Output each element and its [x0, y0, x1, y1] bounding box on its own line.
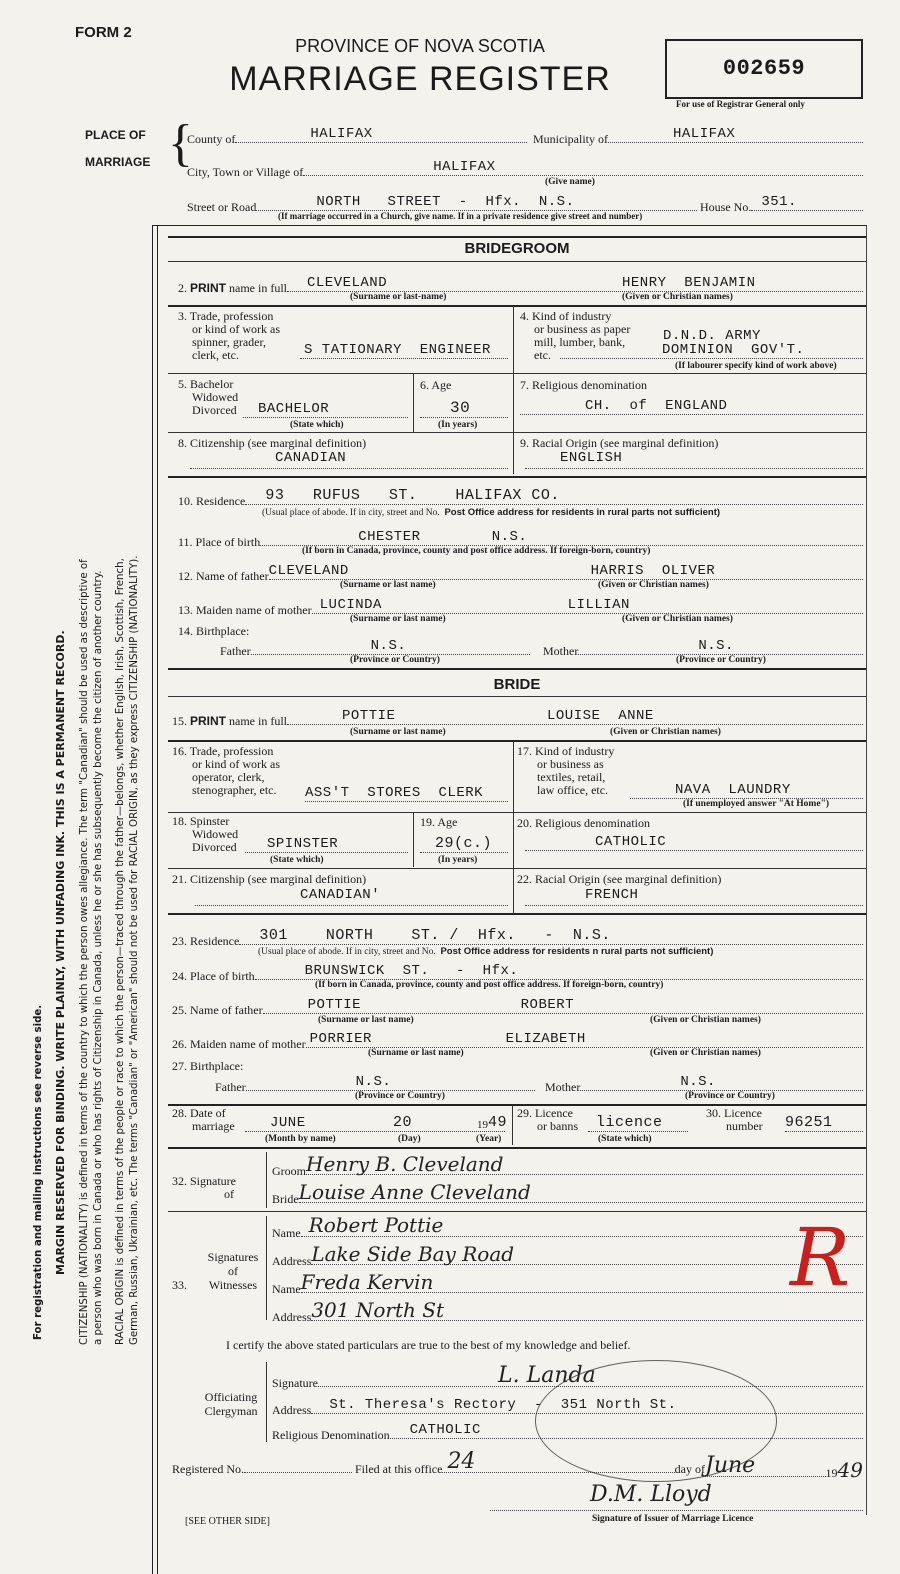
print-label: PRINT: [190, 714, 226, 728]
father-bp-label: Father: [220, 644, 251, 658]
trade-field[interactable]: [300, 342, 508, 359]
witnesses-label: [205, 1250, 261, 1292]
name-label: name in full: [229, 714, 287, 728]
residence-label: 10. Residence: [178, 494, 246, 508]
mother-field[interactable]: [312, 599, 863, 614]
clergy-denomination: CATHOLIC: [409, 1422, 481, 1438]
bride-mother-given: ELIZABETH: [505, 1031, 586, 1047]
label-line: or business as: [537, 757, 604, 771]
frame-top-line: [152, 225, 866, 226]
city-value: HALIFAX: [433, 159, 496, 175]
house-label: House No.: [700, 200, 752, 214]
field-number: 15.: [172, 714, 187, 728]
licence-type-label: [517, 1107, 578, 1133]
label-line: Witnesses: [208, 1278, 258, 1292]
mother-label: 26. Maiden name of mother: [172, 1037, 306, 1051]
province-note: (Province or Country): [685, 1091, 775, 1101]
divider: [168, 373, 866, 374]
industry-note: (If labourer specify kind of work above): [675, 361, 837, 371]
licence-number: 96251: [785, 1114, 833, 1131]
bracket: [266, 1152, 267, 1208]
age-field[interactable]: [420, 399, 508, 418]
filed-month: June: [705, 1453, 756, 1478]
bride-age: 29(c.): [435, 835, 493, 852]
street-value: NORTH STREET - Hfx. N.S.: [316, 194, 575, 210]
witness1-name: Robert Pottie: [308, 1213, 444, 1237]
mother-field[interactable]: [306, 1033, 863, 1048]
margin-line: German, Russian, Ukrainian, etc. The terms "Canadian" or "American" should not be used for RACIAL ORIGIN, as they express CITIZENSHIP (NATIONALITY).: [129, 555, 140, 1345]
birthplace-note: (If born in Canada, province, county and post office address. If foreign-born, country): [315, 980, 664, 990]
given-note: (Given or Christian names): [650, 1015, 761, 1025]
county-label: County of: [187, 132, 236, 146]
label-line: Widowed: [192, 390, 239, 404]
municipality-value: HALIFAX: [673, 126, 736, 142]
licence-type-field[interactable]: [588, 1114, 688, 1132]
witness-name-label: Name: [272, 1226, 301, 1240]
bride-mother-bp: N.S.: [680, 1074, 716, 1090]
bride-father-surname: POTTIE: [307, 997, 362, 1013]
divider: [168, 668, 866, 670]
handwritten-flourish: [535, 1360, 777, 1482]
divider: [168, 432, 866, 433]
groom-mother-bp: N.S.: [698, 638, 734, 654]
column-divider: [413, 374, 414, 432]
margin-line: MARGIN RESERVED FOR BINDING. WRITE PLAINLY, WITH UNFADING INK. THIS IS A PERMANENT RECORD.: [54, 630, 67, 1275]
divider: [168, 913, 866, 915]
clergy-sig-label: Signature: [272, 1376, 318, 1390]
given-note: (Given or Christian names): [598, 580, 709, 590]
province-note: (Province or Country): [676, 655, 766, 665]
clergy-address-label: Address: [272, 1403, 312, 1417]
field-number: 33.: [172, 1278, 187, 1292]
month-note: (Month by name): [265, 1134, 336, 1144]
religion-label: 7. Religious denomination: [520, 378, 647, 392]
filed-year: 49: [837, 1458, 863, 1482]
divider: [168, 236, 866, 238]
witness-name-label: Name: [272, 1282, 301, 1296]
label-line: or kind of work as: [192, 322, 280, 336]
birthplace-label: 11. Place of birth: [178, 535, 261, 549]
father-label: 25. Name of father: [172, 1003, 263, 1017]
place-of-label: PLACE OF: [85, 128, 146, 142]
margin-line: a person who was born in Canada or who has rights of Citizenship in Canada, unless he or she has subsequently become the citizen of another country.: [93, 570, 104, 1345]
day-of-label: day of: [674, 1462, 705, 1476]
status-label: [178, 378, 238, 417]
clergy-address: St. Theresa's Rectory - 351 North St.: [329, 1397, 677, 1413]
licence-note: (State which): [598, 1134, 652, 1144]
marriage-year: 49: [488, 1114, 508, 1131]
groom-age: 30: [450, 399, 471, 417]
label-line: law office, etc.: [537, 783, 609, 797]
birthplace-field[interactable]: [255, 965, 863, 980]
label-line: 16. Trade, profession: [172, 744, 274, 758]
residence-field[interactable]: [245, 487, 863, 505]
bride-status: SPINSTER: [267, 836, 339, 852]
label-line: (Usual place of abode. If in city, street and No.: [262, 508, 440, 518]
surname-note: (Surname or last name): [350, 727, 446, 737]
groom-given: HENRY BENJAMIN: [621, 275, 756, 291]
divider: [168, 261, 866, 262]
registered-label: Registered No.: [172, 1462, 244, 1476]
bride-sig-label: Bride: [272, 1192, 299, 1206]
municipality-label: Municipality of: [533, 132, 608, 146]
bride-mother-surname: PORRIER: [309, 1031, 372, 1047]
street-label: Street or Road: [187, 200, 257, 214]
city-label: City, Town or Village of: [187, 165, 304, 179]
bride-racial: FRENCH: [585, 887, 639, 903]
industry-field[interactable]: [560, 342, 863, 359]
industry-label: [517, 745, 614, 797]
house-value: 351.: [761, 194, 797, 210]
bride-father-given: ROBERT: [520, 997, 575, 1013]
groom-sig-label: Groom: [272, 1164, 306, 1178]
label-line: spinner, grader,: [192, 335, 267, 349]
label-line: Divorced: [192, 840, 237, 854]
street-field[interactable]: [256, 196, 697, 211]
red-correction-mark: R: [790, 1211, 851, 1304]
surname-note: (Surname or last-name): [350, 292, 447, 302]
margin-line: RACIAL ORIGIN is defined in terms of the people or race to which the person—traced through the father—belongs, whether English, Irish, Scottish, French,: [115, 558, 126, 1345]
certify-statement: I certify the above stated particulars are true to the best of my knowledge and belief.: [226, 1338, 631, 1352]
register-number: 002659: [722, 56, 806, 81]
label-line: Clergyman: [204, 1404, 258, 1418]
divider: [168, 305, 866, 307]
groom-name-field[interactable]: [287, 277, 863, 292]
year-prefix: 19: [477, 1119, 488, 1131]
bride-residence: 301 NORTH ST. / Hfx. - N.S.: [259, 927, 611, 944]
name-label: name in full: [229, 281, 287, 295]
bride-trade: ASS'T STORES CLERK: [305, 785, 484, 801]
issuer-signature-field[interactable]: [490, 1510, 863, 1511]
issuer-label: Signature of Issuer of Marriage Licence: [592, 1514, 754, 1524]
citizenship-label: 21. Citizenship (see marginal definition): [172, 872, 367, 886]
label-line: 4. Kind of industry: [520, 309, 612, 323]
divider: [168, 476, 866, 478]
signature-label: [172, 1175, 236, 1201]
groom-father-bp: N.S.: [370, 638, 407, 654]
surname-note: (Surname or last name): [350, 614, 446, 624]
groom-mother-surname: LUCINDA: [319, 597, 382, 613]
city-field[interactable]: [303, 161, 863, 176]
bracket: [266, 1362, 267, 1442]
status-note: (State which): [270, 855, 324, 865]
groom-birthplace: CHESTER N.S.: [358, 529, 528, 545]
groom-trade: S TATIONARY ENGINEER: [304, 342, 491, 358]
status-field[interactable]: [245, 838, 408, 853]
label-line: 28. Date of: [172, 1106, 226, 1120]
father-bp-field[interactable]: [251, 640, 530, 655]
surname-note: (Surname or last name): [340, 580, 436, 590]
religion-label: 20. Religious denomination: [517, 816, 650, 830]
groom-father-given: HARRIS OLIVER: [590, 563, 716, 579]
racial-field[interactable]: [525, 452, 863, 469]
age-field[interactable]: [420, 835, 508, 853]
mother-bp-label: Mother: [543, 644, 579, 658]
age-label: 19. Age: [420, 815, 458, 829]
witness2-name: Freda Kervin: [300, 1270, 434, 1294]
label-line: 32. Signature: [172, 1174, 236, 1188]
groom-signature: Henry B. Cleveland: [306, 1152, 504, 1176]
residence-note: [262, 507, 720, 518]
father-field[interactable]: [269, 565, 863, 580]
birthplace-parents-label: 14. Birthplace:: [178, 624, 250, 638]
column-divider: [512, 1105, 513, 1145]
religion-field[interactable]: [525, 836, 863, 851]
mother-bp-label: Mother: [545, 1080, 581, 1094]
year-note: (Year): [476, 1134, 502, 1144]
divider: [168, 1147, 866, 1149]
label-line: Post Office address for residents n rural parts not sufficient): [440, 946, 714, 957]
bride-name-field[interactable]: [287, 710, 863, 725]
column-divider: [513, 741, 514, 913]
birthplace-label: 24. Place of birth: [172, 969, 255, 983]
see-other-side: [SEE OTHER SIDE]: [185, 1516, 270, 1527]
label-line: Officiating: [204, 1390, 258, 1404]
groom-surname: CLEVELAND: [306, 275, 388, 291]
street-note: (If marriage occurred in a Church, give name. If in a private residence give street and number): [278, 211, 643, 221]
licence-number-label: [706, 1107, 763, 1133]
divider: [168, 696, 866, 697]
surname-note: (Surname or last name): [318, 1015, 414, 1025]
bride-citizenship: CANADIAN': [300, 887, 381, 903]
label-line: marriage: [192, 1119, 235, 1133]
groom-industry-1: D.N.D. ARMY: [663, 328, 761, 344]
label-line: etc.: [534, 348, 551, 362]
mother-label: 13. Maiden name of mother: [178, 603, 312, 617]
given-note: (Given or Christian names): [622, 614, 733, 624]
marriage-label: MARRIAGE: [85, 155, 151, 169]
bride-given: LOUISE ANNE: [546, 708, 654, 724]
binding-double-line: [152, 225, 158, 1574]
bracket: [266, 1216, 267, 1320]
bride-religion: CATHOLIC: [595, 834, 667, 850]
witness1-address: Lake Side Bay Road: [311, 1242, 515, 1266]
label-line: 18. Spinster: [172, 814, 230, 828]
label-line: 3. Trade, profession: [178, 309, 274, 323]
groom-mother-given: LILLIAN: [567, 597, 630, 613]
industry-field[interactable]: [630, 782, 863, 799]
trade-field[interactable]: [305, 785, 508, 802]
margin-instructions: [32, 280, 157, 1360]
label-line: Divorced: [192, 403, 237, 417]
province-note: (Province or Country): [355, 1091, 445, 1101]
birthplace-parents-label: 27. Birthplace:: [172, 1059, 244, 1073]
given-note: (Given or Christian names): [650, 1048, 761, 1058]
groom-father-surname: CLEVELAND: [268, 563, 349, 579]
groom-religion: CH. of ENGLAND: [585, 398, 728, 414]
label-line: operator, clerk,: [192, 770, 265, 784]
register-number-box: [665, 39, 863, 99]
given-note: (Given or Christian names): [622, 292, 733, 302]
page-title: MARRIAGE REGISTER: [229, 60, 611, 98]
age-note: (In years): [438, 420, 478, 430]
label-line: of: [228, 1264, 238, 1278]
licence-type: licence: [596, 1114, 663, 1131]
groom-citizenship: CANADIAN: [275, 450, 347, 466]
filed-day: 24: [447, 1449, 476, 1474]
witness1-address-field[interactable]: [311, 1242, 863, 1266]
father-label: 12. Name of father: [178, 569, 269, 583]
divider: [168, 868, 866, 869]
clergy-denom-label: Religious Denomination: [272, 1428, 390, 1442]
municipality-field[interactable]: [608, 128, 863, 143]
industry-note: (If unemployed answer "At Home"): [683, 799, 830, 809]
margin-line: CITIZENSHIP (NATIONALITY) is defined in terms of the country to which the person owes allegiance. The term "Canadian" should be used as descriptive of: [79, 559, 90, 1345]
birthplace-field[interactable]: [260, 531, 863, 546]
label-line: 30. Licence: [706, 1106, 762, 1120]
clergy-signature: L. Landa: [498, 1363, 596, 1388]
citizenship-label: 8. Citizenship (see marginal definition): [178, 436, 367, 450]
bride-signature: Louise Anne Cleveland: [298, 1180, 531, 1204]
status-field[interactable]: [243, 403, 408, 418]
label-line: 17. Kind of industry: [517, 744, 615, 758]
age-label: 6. Age: [420, 378, 452, 392]
marriage-month: JUNE: [270, 1115, 306, 1131]
label-line: Signatures: [207, 1250, 259, 1264]
date-label: [172, 1107, 235, 1133]
field-number: 2.: [178, 281, 187, 295]
religion-field[interactable]: [520, 400, 863, 415]
witness-address-label: Address: [272, 1254, 312, 1268]
trade-label: [172, 745, 280, 797]
groom-industry-2: DOMINION GOV'T.: [662, 342, 805, 358]
mother-bp-field[interactable]: [580, 1076, 863, 1091]
marriage-day: 20: [393, 1114, 413, 1131]
margin-line: For registration and mailing instructions see reverse side.: [33, 1004, 44, 1340]
year-prefix: 19: [825, 1466, 838, 1480]
label-line: or kind of work as: [192, 757, 280, 771]
province-note: (Province or Country): [350, 655, 440, 665]
residence-label: 23. Residence: [172, 934, 240, 948]
divider: [168, 812, 866, 813]
house-field[interactable]: [751, 196, 863, 211]
status-note: (State which): [290, 420, 344, 430]
bride-birthplace: BRUNSWICK ST. - Hfx.: [304, 963, 519, 979]
label-line: Post Office address for residents in rural parts not sufficient): [444, 507, 721, 518]
witness1-name-field[interactable]: [301, 1213, 863, 1237]
groom-racial: ENGLISH: [560, 450, 623, 466]
groom-residence: 93 RUFUS ST. HALIFAX CO.: [265, 487, 560, 504]
residence-note: [258, 946, 713, 957]
birthplace-note: (If born in Canada, province, county and post office address. If foreign-born, country): [302, 546, 651, 556]
day-note: (Day): [398, 1134, 421, 1144]
filed-label: Filed at this office: [355, 1462, 443, 1476]
residence-field[interactable]: [239, 927, 863, 945]
date-field[interactable]: [245, 1114, 508, 1132]
city-note: (Give name): [545, 177, 595, 187]
label-line: stenographer, etc.: [192, 783, 277, 797]
label-line: (Usual place of abode. If in city, street and No.: [258, 947, 436, 957]
witness2-name-field[interactable]: [300, 1270, 863, 1294]
divider: [168, 1211, 866, 1212]
father-bp-field[interactable]: [246, 1076, 535, 1091]
given-note: (Given or Christian names): [610, 727, 721, 737]
clergy-label: [196, 1390, 266, 1418]
mother-bp-field[interactable]: [578, 640, 863, 655]
registered-field[interactable]: [244, 1458, 352, 1473]
witness-address-label: Address: [272, 1310, 312, 1324]
age-note: (In years): [438, 855, 478, 865]
father-bp-label: Father: [215, 1080, 246, 1094]
label-line: or banns: [537, 1119, 578, 1133]
label-line: 29. Licence: [517, 1106, 573, 1120]
groom-signature-field[interactable]: [306, 1152, 863, 1176]
witness2-address: 301 North St: [311, 1298, 444, 1322]
label-line: or business as paper: [534, 322, 631, 336]
brace-icon: {: [168, 115, 193, 172]
racial-label: 22. Racial Origin (see marginal definition): [517, 872, 722, 886]
licence-number-field[interactable]: [785, 1114, 863, 1132]
bride-signature-field[interactable]: [298, 1180, 863, 1204]
label-line: clerk, etc.: [192, 348, 239, 362]
issuer-signature: D.M. Lloyd: [590, 1482, 712, 1507]
surname-note: (Surname or last name): [368, 1048, 464, 1058]
bride-surname: POTTIE: [341, 708, 396, 724]
column-divider: [513, 306, 514, 474]
column-divider: [413, 813, 414, 867]
father-field[interactable]: [263, 999, 863, 1014]
label-line: 5. Bachelor: [178, 377, 234, 391]
label-line: textiles, retail,: [537, 770, 606, 784]
bride-industry: NAVA LAUNDRY: [675, 782, 791, 798]
label-line: of: [224, 1187, 234, 1201]
label-line: Widowed: [192, 827, 239, 841]
industry-label: [520, 310, 630, 362]
print-label: PRINT: [190, 281, 226, 295]
county-value: HALIFAX: [310, 126, 373, 142]
witness2-address-field[interactable]: [311, 1298, 863, 1322]
bride-heading: BRIDE: [493, 676, 541, 693]
form-number: FORM 2: [75, 24, 132, 41]
groom-status: BACHELOR: [258, 401, 330, 417]
province-title: PROVINCE OF NOVA SCOTIA: [295, 36, 545, 56]
racial-field[interactable]: [525, 889, 863, 906]
citizenship-field[interactable]: [190, 452, 508, 469]
registrar-note: For use of Registrar General only: [676, 99, 805, 109]
county-field[interactable]: [235, 128, 527, 143]
racial-label: 9. Racial Origin (see marginal definition): [520, 436, 719, 450]
bride-father-bp: N.S.: [355, 1074, 392, 1090]
label-line: number: [726, 1119, 763, 1133]
bridegroom-heading: BRIDEGROOM: [464, 240, 570, 257]
divider: [168, 740, 866, 742]
trade-label: [178, 310, 280, 362]
status-label: [172, 815, 238, 854]
citizenship-field[interactable]: [195, 889, 508, 906]
frame-right-line: [866, 225, 867, 1515]
label-line: mill, lumber, bank,: [534, 335, 626, 349]
